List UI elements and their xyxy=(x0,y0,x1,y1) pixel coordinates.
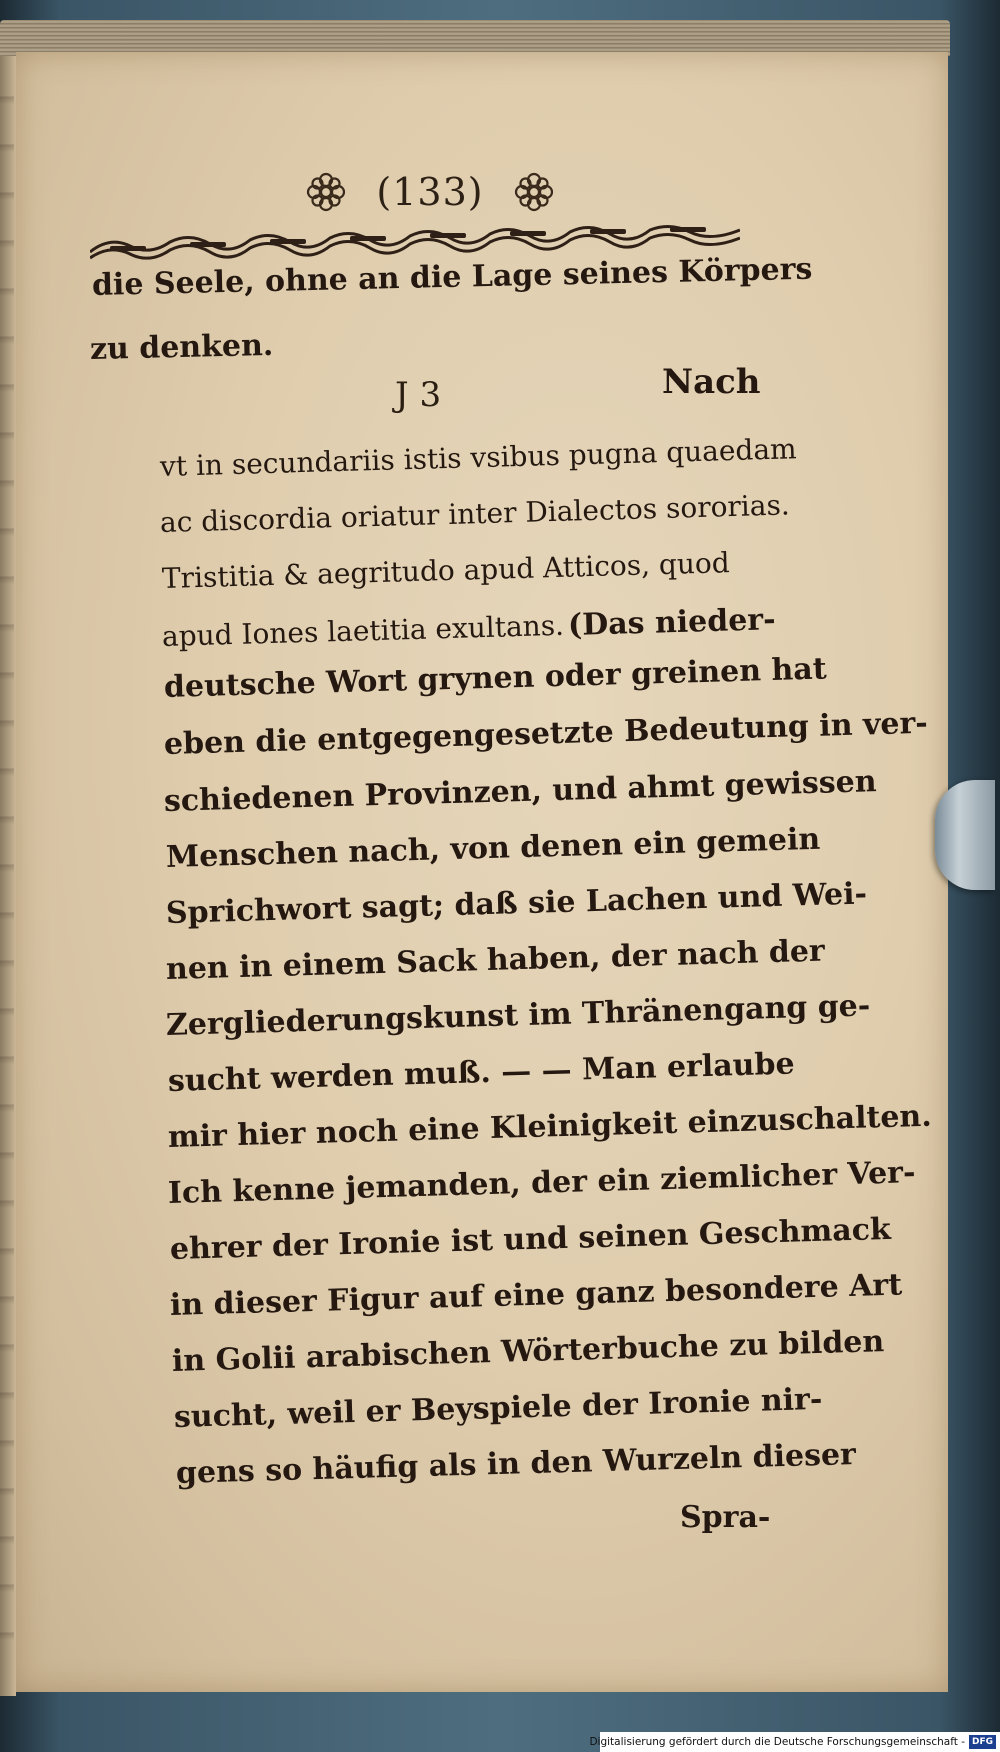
text-line: vt in secundariis istis vsibus pugna quaedam xyxy=(159,432,798,483)
text-line: die Seele, ohne an die Lage seines Körpers xyxy=(91,251,813,303)
text-line: Zergliederungskunst im Thränengang ge- xyxy=(165,988,871,1043)
text-line: in dieser Figur auf eine ganz besondere Art xyxy=(169,1267,903,1323)
credit-text: Digitalisierung gefördert durch die Deutsche Forschungsgemeinschaft - xyxy=(589,1736,965,1748)
rosette-ornament-left-icon xyxy=(304,170,348,214)
text-line: apud Iones laetitia exultans. xyxy=(161,608,565,653)
text-line: schiedenen Provinzen, und ahmt gewissen xyxy=(163,764,878,819)
page-number: (133) xyxy=(376,170,484,214)
text-line: Sprichwort sagt; daß sie Lachen und Wei- xyxy=(165,876,868,931)
text-line: Ich kenne jemanden, der ein ziemlicher Ver- xyxy=(167,1155,916,1211)
catchword: Nach xyxy=(662,362,761,402)
text-line: gens so häufig als in den Wurzeln dieser xyxy=(175,1437,857,1491)
page-header xyxy=(270,162,590,222)
text-line: in Golii arabischen Wörterbuche zu bilden xyxy=(171,1324,885,1379)
text-line: zu denken. xyxy=(89,327,274,367)
text-line: ehrer der Ironie ist und seinen Geschmack xyxy=(169,1211,892,1267)
text-line: eben die entgegengesetzte Bedeutung in ver- xyxy=(163,705,929,762)
signature-mark: J 3 xyxy=(395,375,442,415)
text-line: Menschen nach, von denen ein gemein xyxy=(165,821,821,875)
text-line: deutsche Wort grynen oder greinen hat xyxy=(163,651,828,705)
text-line: (Das nieder- xyxy=(567,602,777,643)
text-line: mir hier noch eine Kleinigkeit einzuschalten. xyxy=(167,1098,933,1155)
text-line: nen in einem Sack haben, der nach der xyxy=(165,933,826,987)
rosette-ornament-right-icon xyxy=(512,170,556,214)
text-line: sucht, weil er Beyspiele der Ironie nir- xyxy=(173,1381,823,1435)
dfg-logo: DFG xyxy=(969,1735,996,1749)
text-line: sucht werden muß. — — Man erlaube xyxy=(167,1046,795,1099)
digitization-credit xyxy=(589,1732,1000,1752)
book-clasp xyxy=(935,780,995,890)
page-edges xyxy=(0,20,950,56)
facing-page-text-remnant xyxy=(0,56,14,1656)
text-line: Tristitia & aegritudo apud Atticos, quod xyxy=(161,546,731,595)
catchword: Spra- xyxy=(680,1500,771,1535)
text-line: ac discordia oriatur inter Dialectos sororias. xyxy=(159,488,791,539)
